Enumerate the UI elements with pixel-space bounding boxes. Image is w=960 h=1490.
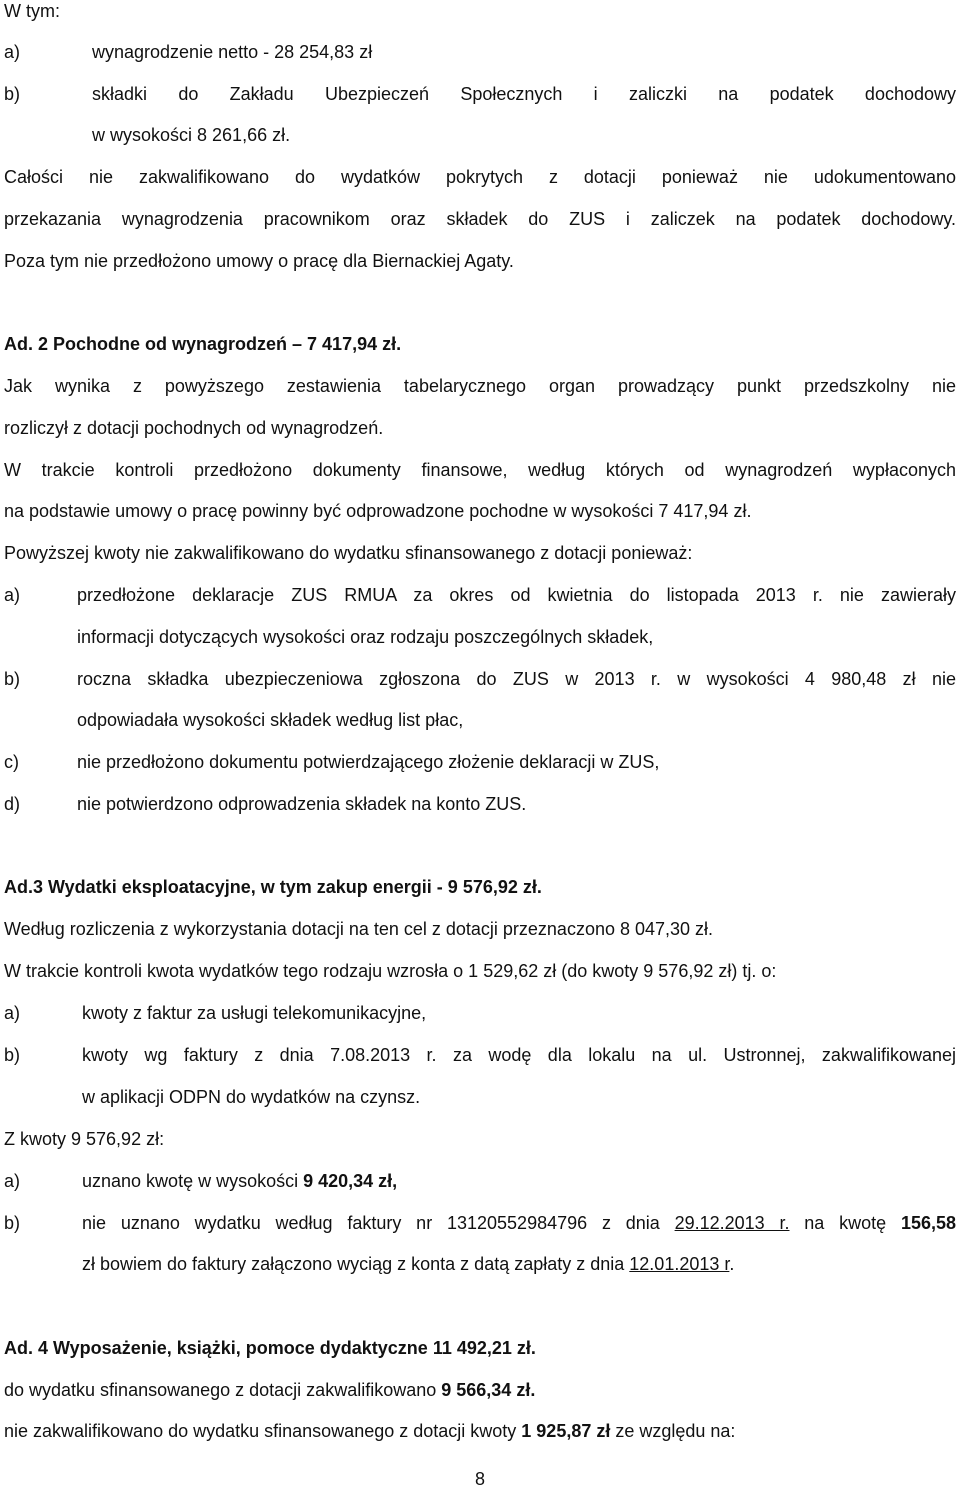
paragraph-line xyxy=(4,1379,956,1401)
w-tym-label: W tym: xyxy=(4,1,60,21)
text-run: ze względu na: xyxy=(610,1421,736,1441)
list-item-b-line2: w wysokości 8 261,66 zł. xyxy=(92,125,291,145)
text-run: do wydatku sfinansowanego z dotacji zakwalifikowano xyxy=(4,1380,442,1400)
paragraph-line: Jak wynika z powyższego zestawienia tabelarycznego organ prowadzący punkt przedszkolny nie xyxy=(4,376,956,396)
page-number: 8 xyxy=(474,1469,485,1489)
paragraph-line: Całości nie zakwalifikowano do wydatków pokrytych z dotacji ponieważ nie udokumentowano xyxy=(4,167,956,187)
list-label-b: b) xyxy=(4,84,21,104)
text-run: na kwotę xyxy=(789,1213,901,1233)
list-label: a) xyxy=(4,1171,21,1191)
list-item-line: kwoty wg faktury z dnia 7.08.2013 r. za wodę dla lokalu na ul. Ustronnej, zakwalifikowanej xyxy=(82,1045,956,1065)
list-label: a) xyxy=(4,585,21,605)
list-label: b) xyxy=(4,1213,21,1233)
list-label: a) xyxy=(4,1003,21,1023)
list-label-a: a) xyxy=(4,42,21,62)
paragraph-line: Powyższej kwoty nie zakwalifikowano do wydatku sfinansowanego z dotacji ponieważ: xyxy=(4,543,693,563)
list-item-line: roczna składka ubezpieczeniowa zgłoszona do ZUS w 2013 r. w wysokości 4 980,48 zł nie xyxy=(77,669,956,689)
paragraph-line: W trakcie kontroli przedłożono dokumenty finansowe, według których od wynagrodzeń wypłaconych xyxy=(4,460,956,480)
list-item-a: wynagrodzenie netto - 28 254,83 zł xyxy=(92,42,373,62)
section-heading-ad3: Ad.3 Wydatki eksploatacyjne, w tym zakup energii - 9 576,92 zł. xyxy=(4,877,542,897)
text-run: nie zakwalifikowano do wydatku sfinansowanego z dotacji kwoty xyxy=(4,1421,522,1441)
list-item-line xyxy=(82,1212,956,1234)
section-heading-ad4: Ad. 4 Wyposażenie, książki, pomoce dydaktyczne 11 492,21 zł. xyxy=(4,1338,536,1358)
paragraph-line: przekazania wynagrodzenia pracownikom oraz składek do ZUS i zaliczek na podatek dochodowy. xyxy=(4,209,956,229)
list-item-line xyxy=(82,1253,956,1275)
list-label: b) xyxy=(4,669,21,689)
invoice-date: 29.12.2013 r. xyxy=(674,1213,790,1233)
list-item-line: odpowiadała wysokości składek według list płac, xyxy=(77,710,464,730)
list-item-line: kwoty z faktur za usługi telekomunikacyjne, xyxy=(82,1003,427,1023)
section-heading-ad2: Ad. 2 Pochodne od wynagrodzeń – 7 417,94 zł. xyxy=(4,334,402,354)
list-label: d) xyxy=(4,794,21,814)
list-label: c) xyxy=(4,752,19,772)
text-run: nie uznano wydatku według faktury nr 13120552984796 z dnia xyxy=(82,1213,675,1233)
list-item-line: w aplikacji ODPN do wydatków na czynsz. xyxy=(82,1087,421,1107)
list-item-line xyxy=(82,1170,956,1192)
paragraph-line: Poza tym nie przedłożono umowy o pracę dla Biernackiej Agaty. xyxy=(4,251,514,271)
paragraph-line: Według rozliczenia z wykorzystania dotacji na ten cel z dotacji przeznaczono 8 047,30 zł. xyxy=(4,919,714,939)
list-item-line: informacji dotyczących wysokości oraz rodzaju poszczególnych składek, xyxy=(77,627,654,647)
list-item-line: nie przedłożono dokumentu potwierdzającego złożenie deklaracji w ZUS, xyxy=(77,752,660,772)
payment-date: 12.01.2013 r xyxy=(629,1254,730,1274)
text-run: . xyxy=(729,1254,735,1274)
paragraph-line: na podstawie umowy o pracę powinny być odprowadzone pochodne w wysokości 7 417,94 zł. xyxy=(4,501,752,521)
paragraph-line: Z kwoty 9 576,92 zł: xyxy=(4,1129,165,1149)
text-run: uznano kwotę w wysokości xyxy=(82,1171,304,1191)
amount-not-qualified: 1 925,87 zł xyxy=(521,1421,611,1441)
text-run: zł bowiem do faktury załączono wyciąg z konta z datą zapłaty z dnia xyxy=(82,1254,630,1274)
list-item-line: przedłożone deklaracje ZUS RMUA za okres od kwietnia do listopada 2013 r. nie zawierały xyxy=(77,585,956,605)
amount-accepted: 9 420,34 zł, xyxy=(303,1171,398,1191)
paragraph-line: rozliczył z dotacji pochodnych od wynagrodzeń. xyxy=(4,418,384,438)
list-item-line: nie potwierdzono odprowadzenia składek na konto ZUS. xyxy=(77,794,527,814)
amount-rejected: 156,58 xyxy=(900,1213,956,1233)
amount-qualified: 9 566,34 zł. xyxy=(441,1380,536,1400)
list-label: b) xyxy=(4,1045,21,1065)
paragraph-line: W trakcie kontroli kwota wydatków tego rodzaju wzrosła o 1 529,62 zł (do kwoty 9 576,92 zł) tj. o: xyxy=(4,961,777,981)
paragraph-line xyxy=(4,1420,956,1442)
list-item-b-line1: składki do Zakładu Ubezpieczeń Społecznych i zaliczki na podatek dochodowy xyxy=(92,84,956,104)
